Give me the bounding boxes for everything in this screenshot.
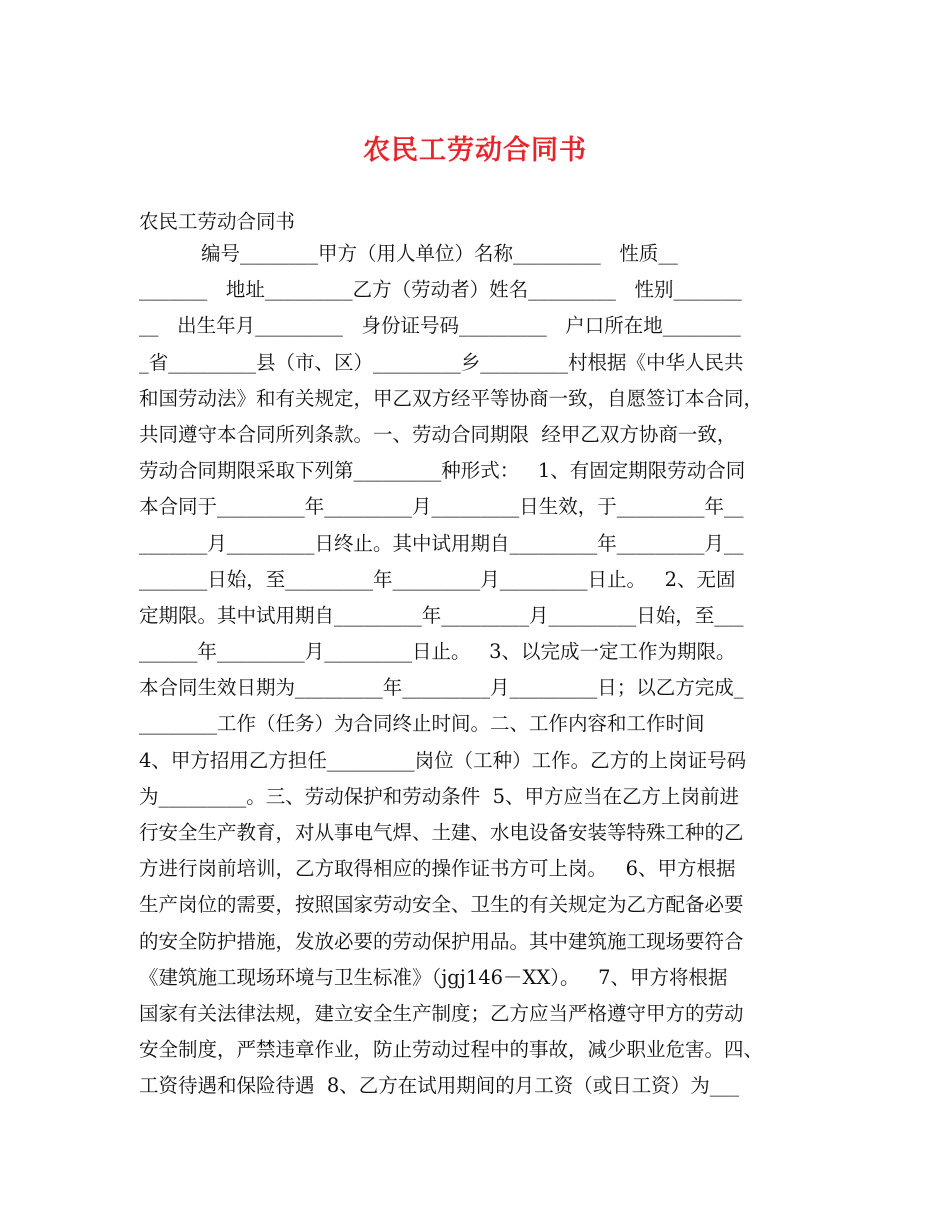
body-line: 本合同于_________年_________月_________日生效，于_________年__ bbox=[139, 495, 744, 519]
body-line: 的安全防护措施，发放必要的劳动保护用品。其中建筑施工现场要符合 bbox=[139, 929, 744, 953]
body-line: 工资待遇和保险待遇 8、乙方在试用期间的月工资（或日工资）为___ bbox=[139, 1074, 740, 1098]
body-line: _______月_________日终止。其中试用期自_________年_________月__ bbox=[139, 531, 744, 555]
body-line: ______年_________月_________日止。 3、以完成一定工作为期限。 bbox=[139, 640, 736, 664]
body-line: 安全制度，严禁违章作业，防止劳动过程中的事故，减少职业危害。四、 bbox=[139, 1038, 764, 1062]
body-line: 国家有关法律法规，建立安全生产制度；乙方应当严格遵守甲方的劳动 bbox=[139, 1001, 744, 1025]
body-line: 方进行岗前培训，乙方取得相应的操作证书方可上岗。 6、甲方根据 bbox=[139, 857, 736, 881]
body-line: 共同遵守本合同所列条款。一、劳动合同期限 经甲乙双方协商一致， bbox=[139, 422, 737, 446]
document-subtitle: 农民工劳动合同书 bbox=[139, 210, 296, 233]
body-line: __ 出生年月_________ 身份证号码_________ 户口所在地________ bbox=[139, 314, 741, 338]
body-line: 为_________。三、劳动保护和劳动条件 5、甲方应当在乙方上岗前进 bbox=[139, 784, 740, 808]
body-line: _省_________县（市、区）_________乡_________村根据《中华人民共 bbox=[139, 350, 744, 374]
body-line: 和国劳动法》和有关规定，甲乙双方经平等协商一致，自愿签订本合同， bbox=[139, 386, 764, 410]
body-line: 行安全生产教育，对从事电气焊、土建、水电设备安装等特殊工种的乙 bbox=[139, 821, 744, 844]
body-line: _______ 地址_________乙方（劳动者）姓名_________ 性别_______ bbox=[139, 278, 742, 302]
body-line: 本合同生效日期为_________年_________月_________日；以乙方完成_ bbox=[139, 676, 744, 700]
body-line: 编号________甲方（用人单位）名称_________ 性质__ bbox=[139, 242, 678, 265]
body-line: 4、甲方招用乙方担任_________岗位（工种）工作。乙方的上岗证号码 bbox=[139, 748, 747, 772]
body-line: 定期限。其中试用期自_________年_________月_________日始，至___ bbox=[139, 603, 744, 627]
document-title: 农民工劳动合同书 bbox=[363, 135, 587, 166]
body-line: ________工作（任务）为合同终止时间。二、工作内容和工作时间 bbox=[139, 712, 705, 736]
document-body bbox=[139, 236, 819, 1105]
body-line: _______日始，至_________年_________月_________日止。 2、无固 bbox=[139, 567, 736, 591]
body-line: 生产岗位的需要，按照国家劳动安全、卫生的有关规定为乙方配备必要 bbox=[139, 893, 744, 917]
body-line: 《建筑施工现场环境与卫生标准》（jgj146－XX）。 7、甲方将根据 bbox=[139, 965, 728, 989]
body-line: 劳动合同期限采取下列第_________种形式： 1、有固定期限劳动合同 bbox=[139, 459, 746, 483]
